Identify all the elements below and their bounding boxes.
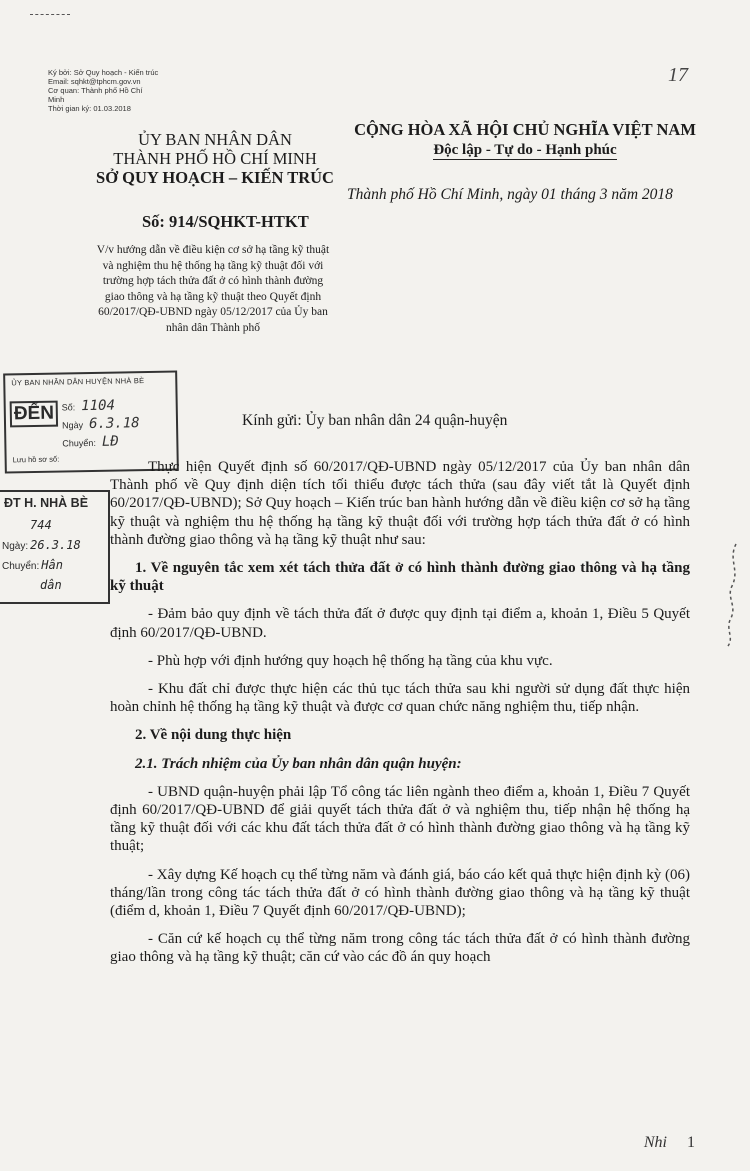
stamp-transfer-label: Chuyển: bbox=[62, 437, 96, 449]
stamp2-extra-value: dân bbox=[40, 578, 62, 592]
margin-scribble bbox=[706, 540, 746, 650]
issuer-header bbox=[90, 130, 340, 188]
stamp-date-label: Ngày bbox=[61, 420, 84, 431]
stamp2-date-row bbox=[2, 538, 81, 552]
stamp-number-row bbox=[62, 398, 116, 415]
stamp-den-label: ĐẾN bbox=[10, 401, 59, 428]
page-footer bbox=[644, 1134, 695, 1152]
signature-signer: Ký bởi: Sở Quy hoạch - Kiến trúc bbox=[48, 68, 159, 77]
national-header bbox=[345, 119, 705, 160]
stamp-file-label: Lưu hồ sơ số: bbox=[12, 454, 60, 465]
signature-agency-cont: Minh bbox=[48, 95, 65, 104]
section-1-point-3: - Khu đất chỉ được thực hiện các thủ tục tách thửa sau khi người sử dụng đất thực hiện hoàn chỉnh hệ thống hạ tầng kỹ thuật và được cơ quan chức năng nghiệm thu, tiếp nhận. bbox=[110, 681, 690, 716]
place-date: Thành phố Hồ Chí Minh, ngày 01 tháng 3 năm 2018 bbox=[347, 186, 673, 203]
national-title: CỘNG HÒA XÃ HỘI CHỦ NGHĨA VIỆT NAM bbox=[354, 120, 696, 139]
stamp-transfer-value: LĐ bbox=[101, 433, 119, 450]
stamp2-date-label: Ngày: bbox=[2, 541, 29, 552]
handwritten-page-number: 17 bbox=[668, 64, 688, 86]
stamp2-number-value: 744 bbox=[30, 518, 52, 532]
stamp-transfer-row bbox=[62, 434, 119, 451]
issuer-line-2: THÀNH PHỐ HỒ CHÍ MINH bbox=[113, 149, 317, 168]
letter-body bbox=[110, 458, 690, 967]
digital-signature-info bbox=[48, 68, 198, 113]
stamp2-number-row bbox=[28, 518, 52, 532]
page-number: 1 bbox=[687, 1134, 695, 1151]
section-1-title: 1. Về nguyên tắc xem xét tách thửa đất ở có hình thành đường giao thông và hạ tầng kỹ thuật bbox=[110, 560, 690, 595]
received-stamp-office bbox=[0, 490, 110, 604]
issuer-line-3: SỞ QUY HOẠCH – KIẾN TRÚC bbox=[96, 168, 334, 187]
national-motto: Độc lập - Tự do - Hạnh phúc bbox=[433, 142, 617, 158]
signature-time: Thời gian ký: 01.03.2018 bbox=[48, 104, 131, 113]
section-2-1-point-1: - UBND quận-huyện phải lập Tổ công tác liên ngành theo điểm a, khoản 1, Điều 7 Quyết định 60/2017/QĐ-UBND để giải quyết tách thửa đất ở và nghiệm thu, tiếp nhận hệ thống hạ tầng kỹ thuật đối với các khu đất tách thửa đất ở có hình thành đường giao thông và hạ tầng kỹ thuật; bbox=[110, 783, 690, 855]
stamp-number-value: 1104 bbox=[81, 397, 116, 415]
stamp-header: ỦY BAN NHÂN DÂN HUYỆN NHÀ BÈ bbox=[11, 376, 145, 388]
section-1-point-1: - Đảm bảo quy định về tách thửa đất ở được quy định tại điểm a, khoản 1, Điều 5 Quyết định 60/2017/QĐ-UBND. bbox=[110, 606, 690, 641]
signature-email: Email: sqhkt@tphcm.gov.vn bbox=[48, 77, 141, 86]
stamp-date-row bbox=[62, 415, 140, 432]
stamp2-transfer-value: Hân bbox=[41, 558, 63, 572]
footer-initials: Nhi bbox=[643, 1134, 667, 1151]
stamp-number-label: Số: bbox=[61, 402, 76, 413]
recipient-line: Kính gửi: Ủy ban nhân dân 24 quận-huyện bbox=[242, 412, 508, 429]
corner-mark bbox=[30, 14, 70, 17]
section-2-title: 2. Về nội dung thực hiện bbox=[135, 727, 292, 744]
stamp-date-value: 6.3.18 bbox=[88, 415, 140, 433]
document-subject: V/v hướng dẫn về điều kiện cơ sở hạ tầng kỹ thuật và nghiệm thu hệ thống hạ tầng kỹ thuật đối với trường hợp tách thửa đất ở có hình thành đường giao thông và hạ tầng kỹ thuật theo Quyết định 60/2017/QĐ-UBND ngày 05/12/2017 của Ủy ban nhân dân Thành phố bbox=[96, 244, 330, 334]
stamp2-date-value: 26.3.18 bbox=[30, 538, 81, 552]
stamp2-extra-row bbox=[38, 578, 62, 592]
section-2-1-title: 2.1. Trách nhiệm của Ủy ban nhân dân quận huyện: bbox=[135, 755, 462, 772]
stamp2-transfer-row bbox=[2, 558, 63, 572]
section-1-point-2: - Phù hợp với định hướng quy hoạch hệ thống hạ tầng của khu vực. bbox=[148, 652, 553, 669]
stamp2-header: ĐT H. NHÀ BÈ bbox=[4, 496, 89, 510]
intro-paragraph: Thực hiện Quyết định số 60/2017/QĐ-UBND ngày 05/12/2017 của Ủy ban nhân dân Thành phố về Quy định diện tích tối thiểu được tách thửa (sau đây viết tắt là Quyết định 60/2017/QĐ-UBND); Sở Quy hoạch – Kiến trúc ban hành hướng dẫn về điều kiện cơ sở hạ tầng kỹ thuật và nghiệm thu hệ thống hạ tầng kỹ thuật đối với trường hợp tách thửa đất ở có hình thành đường giao thông và hạ tầng kỹ thuật như sau: bbox=[110, 459, 690, 548]
section-2-1-point-2: - Xây dựng Kế hoạch cụ thể từng năm và đánh giá, báo cáo kết quả thực hiện định kỳ (06) tháng/lần trong công tác tách thửa đất ở có hình thành đường giao thông và hạ tầng kỹ thuật (điểm d, khoản 1, Điều 7 Quyết định 60/2017/QĐ-UBND); bbox=[110, 866, 690, 920]
signature-agency: Cơ quan: Thành phố Hồ Chí bbox=[48, 86, 143, 95]
stamp2-transfer-label: Chuyển: bbox=[2, 561, 40, 572]
document-number: Số: 914/SQHKT-HTKT bbox=[142, 212, 309, 231]
section-2-1-point-3: - Căn cứ kế hoạch cụ thể từng năm trong công tác tách thửa đất ở có hình thành đường giao thông và hạ tầng kỹ thuật; căn cứ vào các đồ án quy hoạch bbox=[110, 931, 690, 966]
issuer-line-1: ỦY BAN NHÂN DÂN bbox=[138, 130, 292, 149]
